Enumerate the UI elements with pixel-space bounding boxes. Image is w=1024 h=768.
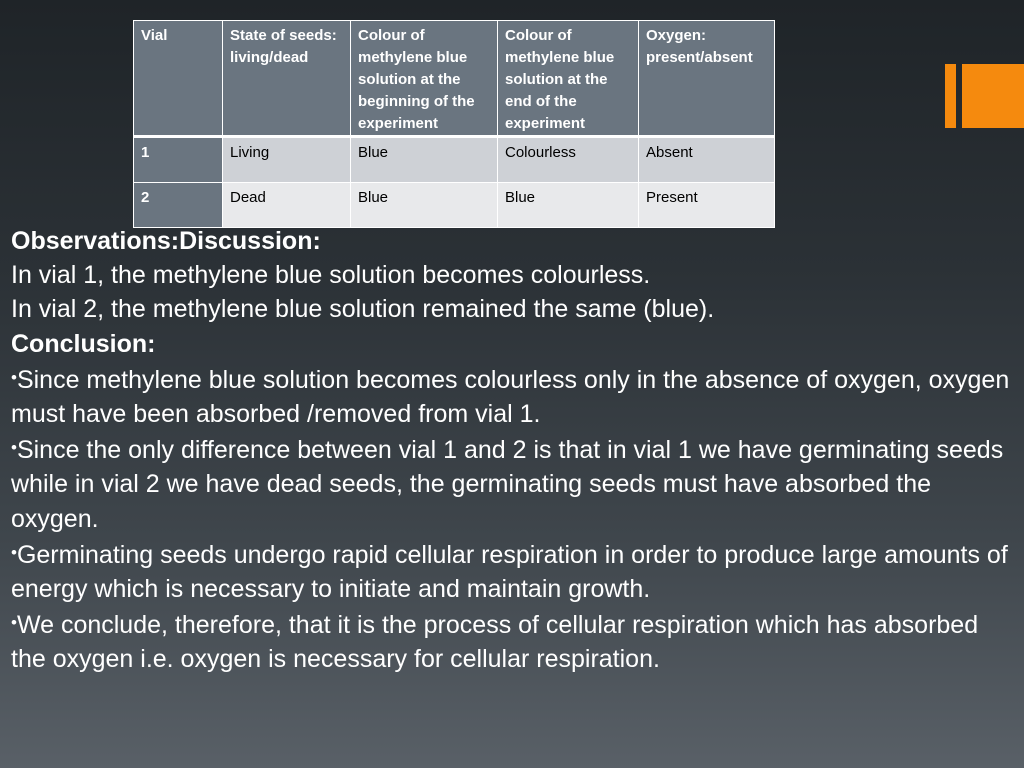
table-cell: Blue — [498, 183, 639, 228]
observation-line: In vial 1, the methylene blue solution becomes colourless. — [11, 261, 651, 290]
bullet-item — [11, 536, 1011, 606]
bullet-icon: • — [11, 438, 17, 458]
bullet-icon: • — [11, 367, 17, 387]
table-row — [134, 137, 775, 183]
bullet-icon: • — [11, 542, 17, 562]
table-header-cell: Oxygen: present/absent — [639, 21, 775, 137]
bullet-item — [11, 431, 1011, 536]
bullet-icon: • — [11, 613, 17, 633]
conclusion-heading: Conclusion: — [11, 329, 156, 358]
table-cell: Living — [223, 137, 351, 183]
accent-bar-wide — [962, 64, 1024, 128]
table-header-cell: Colour of methylene blue solution at the beginning of the experiment — [351, 21, 498, 137]
table-row — [134, 183, 775, 228]
observation-line: In vial 2, the methylene blue solution remained the same (blue). — [11, 295, 715, 324]
table-cell: Present — [639, 183, 775, 228]
bullet-text: We conclude, therefore, that it is the process of cellular respiration which has absorbed the oxygen i.e. oxygen is necessary for cellular respiration. — [11, 611, 979, 674]
table-cell-vial: 2 — [134, 183, 223, 228]
results-table — [133, 20, 775, 228]
bullet-item — [11, 606, 1011, 676]
table-cell: Colourless — [498, 137, 639, 183]
table-cell: Blue — [351, 183, 498, 228]
table-header-cell: State of seeds: living/dead — [223, 21, 351, 137]
bullet-text: Since methylene blue solution becomes colourless only in the absence of oxygen, oxygen must have been absorbed /removed from vial 1. — [11, 365, 1010, 429]
table-header-cell: Vial — [134, 21, 223, 137]
table-cell: Blue — [351, 137, 498, 183]
table-header-row — [134, 21, 775, 137]
bullet-item — [11, 361, 1011, 431]
bullet-text: Since the only difference between vial 1 and 2 is that in vial 1 we have germinating seeds while in vial 2 we have dead seeds, the germinating seeds must have absorbed the oxygen. — [11, 436, 1004, 533]
table-cell-vial: 1 — [134, 137, 223, 183]
table-cell: Dead — [223, 183, 351, 228]
table-cell: Absent — [639, 137, 775, 183]
table-header-cell: Colour of methylene blue solution at the end of the experiment — [498, 21, 639, 137]
accent-bar-thin — [945, 64, 956, 128]
observations-heading: Observations:Discussion: — [11, 227, 321, 255]
slide-body — [11, 224, 1011, 677]
bullet-text: Germinating seeds undergo rapid cellular respiration in order to produce large amounts of energy which is necessary to initiate and maintain growth. — [11, 540, 1008, 604]
